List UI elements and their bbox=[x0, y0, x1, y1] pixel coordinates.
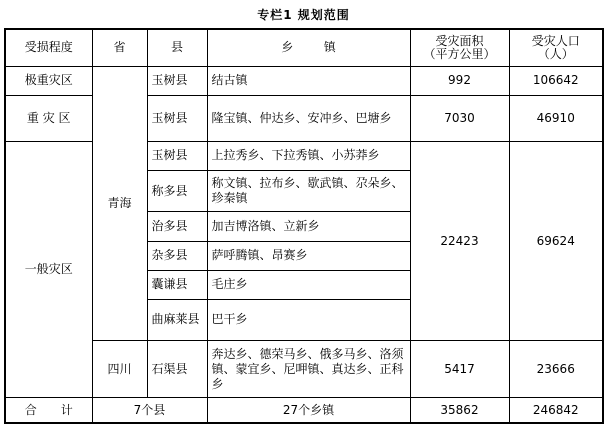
header-degree: 受损程度 bbox=[5, 29, 92, 66]
header-row bbox=[5, 29, 603, 66]
county-cell: 称多县 bbox=[147, 170, 207, 212]
population-cell: 106642 bbox=[509, 66, 603, 95]
province-qinghai: 青海 bbox=[92, 66, 147, 340]
township-cell: 隆宝镇、仲达乡、安冲乡、巴塘乡 bbox=[207, 96, 410, 142]
township-cell: 加吉博洛镇、立新乡 bbox=[207, 212, 410, 241]
township-cell: 上拉秀乡、下拉秀镇、小苏莽乡 bbox=[207, 141, 410, 170]
township-cell: 称文镇、拉布乡、歇武镇、尕朵乡、珍秦镇 bbox=[207, 170, 410, 212]
area-cell: 22423 bbox=[410, 141, 509, 341]
table-row bbox=[5, 66, 603, 95]
table-row bbox=[5, 341, 603, 398]
population-cell: 46910 bbox=[509, 96, 603, 142]
area-cell: 5417 bbox=[410, 341, 509, 398]
header-population: 受灾人口 （人） bbox=[509, 29, 603, 66]
township-cell: 奔达乡、德荣马乡、俄多马乡、洛须镇、蒙宜乡、尼呷镇、真达乡、正科乡 bbox=[207, 341, 410, 398]
county-cell: 治多县 bbox=[147, 212, 207, 241]
county-cell: 石渠县 bbox=[147, 341, 207, 398]
province-sichuan: 四川 bbox=[92, 341, 147, 398]
degree-general: 一般灾区 bbox=[5, 141, 92, 398]
planning-scope-table bbox=[4, 28, 604, 424]
area-cell: 7030 bbox=[410, 96, 509, 142]
county-cell: 玉树县 bbox=[147, 141, 207, 170]
area-cell: 992 bbox=[410, 66, 509, 95]
county-cell: 玉树县 bbox=[147, 66, 207, 95]
total-label: 合 计 bbox=[5, 398, 92, 423]
total-row bbox=[5, 398, 603, 423]
county-cell: 曲麻莱县 bbox=[147, 299, 207, 341]
population-cell: 69624 bbox=[509, 141, 603, 341]
total-area: 35862 bbox=[410, 398, 509, 423]
county-cell: 玉树县 bbox=[147, 96, 207, 142]
county-cell: 杂多县 bbox=[147, 241, 207, 270]
header-province: 省 bbox=[92, 29, 147, 66]
degree-heavy: 重 灾 区 bbox=[5, 96, 92, 142]
township-cell: 巴干乡 bbox=[207, 299, 410, 341]
population-cell: 23666 bbox=[509, 341, 603, 398]
degree-extreme: 极重灾区 bbox=[5, 66, 92, 95]
total-townships: 27个乡镇 bbox=[207, 398, 410, 423]
total-population: 246842 bbox=[509, 398, 603, 423]
county-cell: 囊谦县 bbox=[147, 270, 207, 299]
header-county: 县 bbox=[147, 29, 207, 66]
header-township: 乡 镇 bbox=[207, 29, 410, 66]
table-title: 专栏1 规划范围 bbox=[257, 8, 350, 22]
header-area: 受灾面积 （平方公里） bbox=[410, 29, 509, 66]
township-cell: 毛庄乡 bbox=[207, 270, 410, 299]
township-cell: 萨呼腾镇、昂赛乡 bbox=[207, 241, 410, 270]
total-counties: 7个县 bbox=[92, 398, 207, 423]
township-cell: 结古镇 bbox=[207, 66, 410, 95]
